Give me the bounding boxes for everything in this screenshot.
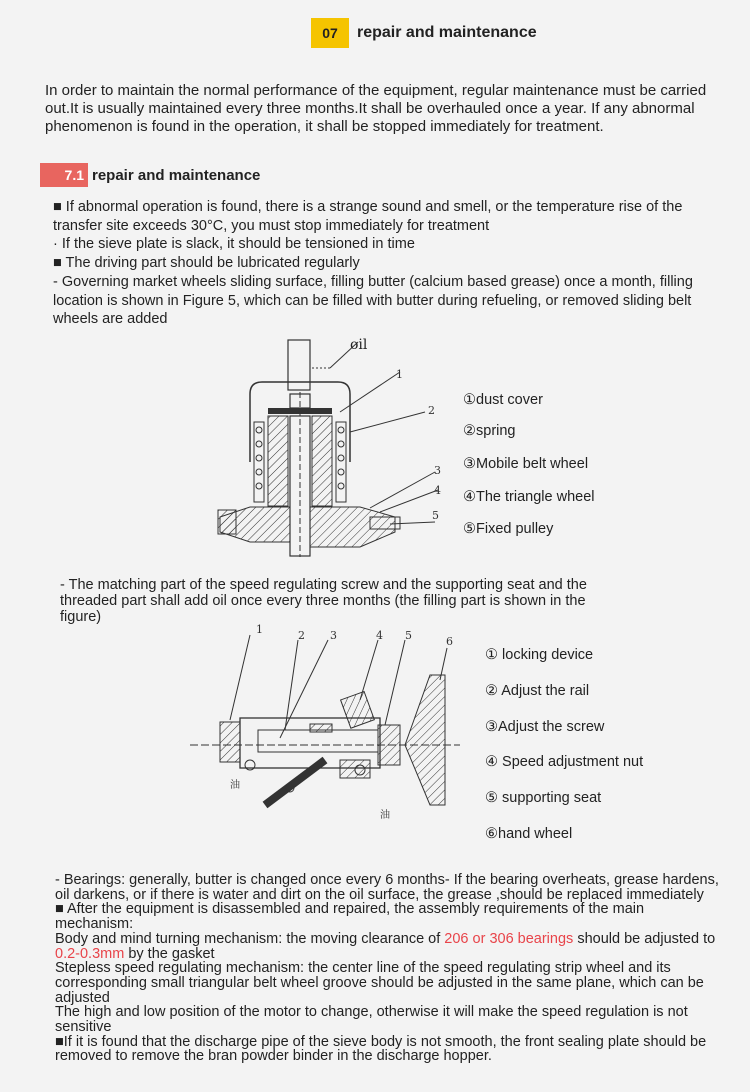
legend-mobile-belt-wheel: ③Mobile belt wheel [463, 456, 589, 472]
callout-1: 1 [256, 623, 263, 636]
section-number-badge: 7.1 [40, 163, 88, 187]
chapter-title [311, 18, 537, 48]
oil-label: oil [350, 337, 368, 353]
oil-mark-right: 油 [380, 810, 390, 821]
legend-adjust-rail: ② Adjust the rail [485, 683, 590, 699]
legend-speed-nut: ④ Speed adjustment nut [485, 754, 644, 770]
callout-1: 1 [396, 368, 403, 381]
turning-text-3: by the gasket [124, 945, 215, 962]
bearings-paragraph: - Bearings: generally, butter is changed once every 6 months- If the bearing overheats, grease hardens, oil darkens, or if there is water and dirt on the oil surface, the grease ,should be replaced immediately [55, 872, 719, 903]
turning-mechanism [55, 932, 720, 961]
legend-supporting-seat: ⑤ supporting seat [485, 790, 602, 806]
bearing-spec: 206 or 306 bearings [444, 930, 574, 947]
clearance-spec: 0.2-0.3mm [55, 945, 125, 962]
callout-2: 2 [298, 629, 305, 642]
chapter-title-text: repair and maintenance [357, 24, 537, 41]
legend-adjust-screw: ③Adjust the screw [485, 719, 605, 735]
bottom-text-block [55, 873, 720, 1064]
turning-text-1: Body and mind turning mechanism: the moving clearance of [55, 930, 445, 947]
item-governing-wheels: - Governing market wheels sliding surface, filling butter (calcium based grease) once a month, filling location is shown in Figure 5, which can be filled with butter during refueling, or removed sliding belt wheels are added [53, 274, 693, 327]
turning-text-2: should be adjusted to [573, 930, 716, 947]
oil-mark-left: 油 [230, 780, 240, 791]
item-abnormal-operation: ■ If abnormal operation is found, there is a strange sound and smell, or the temperature rise of the transfer site exceeds 30°C, you must stop immediately for treatment [53, 199, 683, 234]
legend-triangle-wheel: ④The triangle wheel [463, 489, 595, 505]
pulley-assembly-drawing [210, 332, 460, 557]
legend-hand-wheel: ⑥hand wheel [485, 826, 573, 842]
stepless-speed-paragraph: Stepless speed regulating mechanism: the center line of the speed regulating strip wheel and its corresponding small triangular belt wheel groove should be adjusted in the same plane, which can be adjusted [55, 960, 704, 1006]
legend-spring: ②spring [463, 423, 516, 439]
callout-4: 4 [376, 629, 383, 642]
callout-4: 4 [434, 484, 441, 497]
motor-position-paragraph: The high and low position of the motor to change, otherwise it will make the speed regulation is not sensitive [55, 1004, 688, 1036]
item-sieve-plate: · If the sieve plate is slack, it should be tensioned in time [53, 236, 415, 252]
legend-locking-device: ① locking device [485, 647, 594, 663]
callout-3: 3 [330, 629, 337, 642]
intro-paragraph: In order to maintain the normal performance of the equipment, regular maintenance must be carried out.It is usually maintained every three months.It shall be overhauled once a year. If any abnormal phenomenon is found in the operation, it shall be stopped immediately for treatment. [45, 82, 707, 135]
callout-3: 3 [434, 464, 441, 477]
speed-regulation-drawing [190, 620, 465, 830]
callout-2: 2 [428, 404, 435, 417]
section-title: repair and maintenance [92, 166, 261, 184]
legend-fixed-pulley: ⑤Fixed pulley [463, 521, 554, 537]
callout-5: 5 [432, 509, 439, 522]
callout-5: 5 [405, 629, 412, 642]
section-heading [40, 163, 260, 187]
assembly-requirements: ■ After the equipment is disassembled and repaired, the assembly requirements of the main mechanism: [55, 901, 645, 933]
legend-dust-cover: ①dust cover [463, 392, 543, 408]
chapter-number-badge: 07 [311, 18, 349, 48]
discharge-pipe-paragraph: ■If it is found that the discharge pipe of the sieve body is not smooth, the front sealing plate should be removed to remove the bran powder binder in the discharge hopper. [55, 1033, 707, 1065]
middle-paragraph: - The matching part of the speed regulating screw and the supporting seat and the threaded part shall add oil once every three months (the filling part is shown in the figure) [60, 577, 587, 625]
callout-6: 6 [446, 635, 453, 648]
item-driving-part: ■ The driving part should be lubricated regularly [53, 255, 360, 271]
